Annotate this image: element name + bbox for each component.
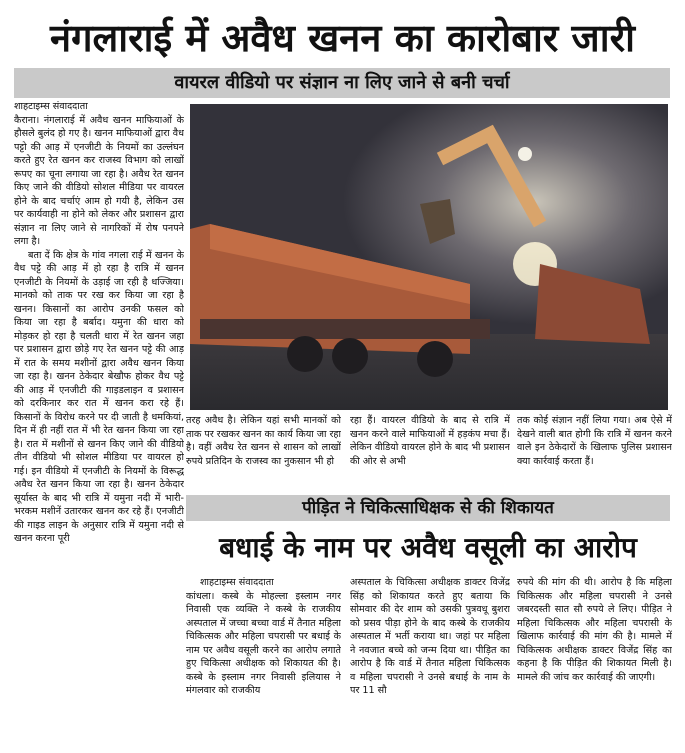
- story2-headline: बधाई के नाम पर अवैध वसूली का आरोप: [219, 531, 637, 564]
- main-headline: नंगलाराई में अवैध खनन का कारोबार जारी: [50, 16, 635, 60]
- story1-byline: शाहटाइम्स संवाददाता: [14, 101, 88, 112]
- story1-paragraph-2: बता दें कि क्षेत्र के गांव नगला राई में खनन के वैध पट्टे की आड़ में हो रहा है रात्रि में खनन एनजीटी के नियमों के उड़ाई जा रही है धज्जिया। मानको को ताक पर रख कर किया जा रहा है खनन। किसानों का आरोप उनकी फसल को किया जा रहा है बर्बाद। यमुना की धारा को मोड़कर हो रहा है चलती धारा में रेत खनन जहा पर प्रशासन द्वारा छोड़े गए रेत खनन पट्टे की आड़ में रात के समय मशीनों द्वारा अवैध खनन किया जा रहा है। खनन ठेकेदार बेखौफ होकर वैध पट्टे की आड़ में एनजीटी की गाइडलाइन व प्रशासन को दरकिनार कर रात में खनन करा रहे हैं। किसानों के विरोध करने पर दी जाती है धमकियां, दिन में ही नहीं रात में भी रेत खनन किया जा रहा है। रात में मशीनों से खनन किए जाने की वीडियो तीन वीडियो भी सोशल मीडिया पर वायरल हो गई। इन वीडियो में एनजीटी के नियमों के विरूद्ध अवैध रेत खनन किया जा रहा है। खनन ठेकेदार सूर्यास्त के बाद भी रात्रि में यमुना नदी में भारी-भरकम मशीनें उतारकर खनन कर रहे हैं। एनजीटी की गाइड लाइन के अनुसार रात्रि में यमुना नदी से खनन करना पूरी: [14, 249, 184, 544]
- story2-col1-text: कांधला। कस्बे के मोहल्ला इस्लाम नगर निवासी एक व्यक्ति ने कस्बे के राजकीय अस्पताल में जच्चा बच्चा वार्ड में तैनात महिला चिकित्सक और महिला चपरासी पर बधाई के नाम पर अवैध वसूली करने का आरोप लगाते हुए चिकित्सा अधीक्षक को शिकायत की है। कस्बे के इस्लाम नगर निवासी इलियास ने मंगलवार को राजकीय: [186, 590, 341, 696]
- story2-kicker-bar: पीड़ित ने चिकित्साधिक्षक से की शिकायत: [186, 495, 670, 521]
- story1-paragraph-1: कैराना। नंगलाराई में अवैध खनन माफियाओं के हौसले बुलंद हो गए है। खनन माफियाओं द्वारा वैध पट्टो की आड़ में एनजीटी के नियमों का उल्लंघन करते हुए रेत खनन कर राजस्व विभाग को लाखों रूपए का चूना लगाया जा रहा है। अवैध रेत खनन किए जाने की वीडियो सोशल मीडिया पर वायरल होने के बाद चर्चाएं आम हो गयी है, लेकिन उस पर कार्यवाही ना होने को लेकर और प्रशासन द्वारा संज्ञान ना लिए जाने से नागरिकों में रोष पनपने लगा है।: [14, 114, 184, 247]
- story1-col3: रहा हैं। वायरल वीडियो के बाद से रात्रि में खनन करने वाले माफियाओं में हड़कंप मचा हैं। लेकिन वीडियो वायरल होने के बाद भी प्रशासन की ओर से अभी: [350, 415, 510, 467]
- story2-col1: [186, 576, 341, 753]
- moon-icon: [518, 147, 532, 161]
- photo-illustration: [190, 104, 668, 410]
- story1-col4: तक कोई संज्ञान नहीं लिया गया। अब ऐसे में देखने वाली बात होगी कि रात्रि में खनन करने वाले इन ठेकेदारों के खिलाफ पुलिस प्रशासन क्या कार्रवाई करता हैं।: [517, 415, 672, 467]
- story1-left-column: [14, 100, 184, 750]
- story2-col3: रुपये की मांग की थी। आरोप है कि महिला चिकित्सक और महिला चपरासी ने उनसे जबरदस्ती सात सौ रुपये ले लिए। पीड़ित ने महिला चिकित्सक और महिला चपरासी के खिलाफ कार्रवाई की मांग की है। मामले में चिकित्सक अधीक्षक डाक्टर विजेंद्र सिंह का कहना है कि पीड़ित की शिकायत मिली है। मामले की जांच कर कार्रवाई की जाएगी।: [517, 577, 672, 683]
- story1-col2: तरह अवैध है। लेकिन यहां सभी मानकों को ताक पर रखकर खनन का कार्य किया जा रहा है। वहीं अवैध रेत खनन से शासन को लाखों रुपये प्रतिदिन के राजस्व का नुकसान भी हो: [186, 415, 341, 467]
- news-photo-excavator-truck: [190, 104, 668, 410]
- subheadline-bar: वायरल वीडियो पर संज्ञान ना लिए जाने से बनी चर्चा: [14, 68, 670, 98]
- cut-off-top-text: [0, 0, 685, 8]
- story2-col2: अस्पताल के चिकित्सा अधीक्षक डाक्टर विजेंद्र सिंह को शिकायत करते हुए बताया कि सोमवार की देर शाम को उसकी पुत्रवधू बुशरा को प्रसव पीड़ा होने के बाद कस्बे के राजकीय अस्पताल में भर्ती कराया था। जहां पर महिला ने नवजात बच्चे को जन्म दिया था। पीड़ित का आरोप है कि वार्ड में तैनात महिला चिकित्सक व महिला चपरासी ने उनसे बधाई के नाम के पर 11 सौ: [350, 577, 510, 696]
- story2-byline: शाहटाइम्स संवाददाता: [200, 577, 274, 588]
